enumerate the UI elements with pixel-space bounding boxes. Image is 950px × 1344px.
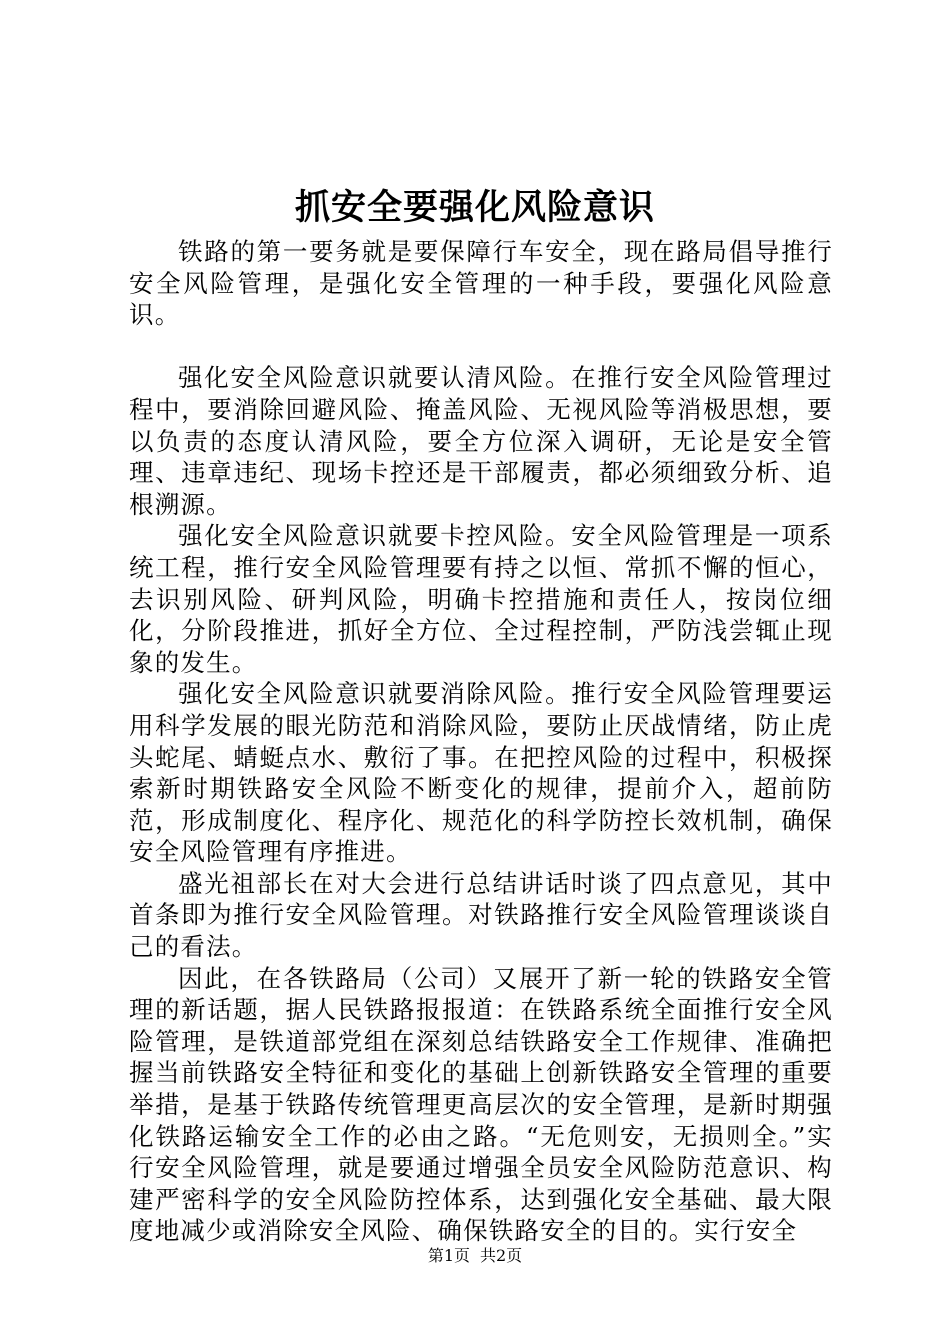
paragraph: 因此，在各铁路局（公司）又展开了新一轮的铁路安全管理的新话题，据人民铁路报报道：在铁路系统全面推行安全风险管理，是铁道部党组在深刻总结铁路安全工作规律、准确把握当前铁路安全特征和变化的基础上创新铁路安全管理的重要举措，是基于铁路传统管理更高层次的安全管理，是新时期强化铁路运输安全工作的必由之路。“无危则安，无损则全。”实行安全风险管理，就是要通过增强全员安全风险防范意识、构建严密科学的安全风险防控体系，达到强化安全基础、最大限度地减少或消除安全风险、确保铁路安全的目的。实行安全 xyxy=(129,963,833,1246)
document-body xyxy=(129,236,833,1247)
paragraph: 强化安全风险意识就要卡控风险。安全风险管理是一项系统工程，推行安全风险管理要有持之以恒、常抓不懈的恒心，去识别风险、研判风险，明确卡控措施和责任人，按岗位细化，分阶段推进，抓好全方位、全过程控制，严防浅尝辄止现象的发生。 xyxy=(129,521,833,677)
paragraph: 强化安全风险意识就要消除风险。推行安全风险管理要运用科学发展的眼光防范和消除风险，要防止厌战情绪，防止虎头蛇尾、蜻蜓点水、敷衍了事。在把控风险的过程中，积极探索新时期铁路安全风险不断变化的规律，提前介入，超前防范，形成制度化、程序化、规范化的科学防控长效机制，确保安全风险管理有序推进。 xyxy=(129,679,833,867)
page-number: 第1页 xyxy=(427,1246,470,1265)
document-title: 抓安全要强化风险意识 xyxy=(294,187,655,228)
page-footer xyxy=(0,1244,950,1268)
paragraph: 强化安全风险意识就要认清风险。在推行安全风险管理过程中，要消除回避风险、掩盖风险、无视风险等消极思想，要以负责的态度认清风险，要全方位深入调研，无论是安全管理、违章违纪、现场卡控还是干部履责，都必须细致分析、追根溯源。 xyxy=(129,363,833,519)
page-total: 共2页 xyxy=(480,1246,523,1265)
paragraph: 盛光祖部长在对大会进行总结讲话时谈了四点意见，其中首条即为推行安全风险管理。对铁路推行安全风险管理谈谈自己的看法。 xyxy=(129,868,833,962)
paragraph: 铁路的第一要务就是要保障行车安全，现在路局倡导推行安全风险管理，是强化安全管理的一种手段，要强化风险意识。 xyxy=(129,237,833,330)
